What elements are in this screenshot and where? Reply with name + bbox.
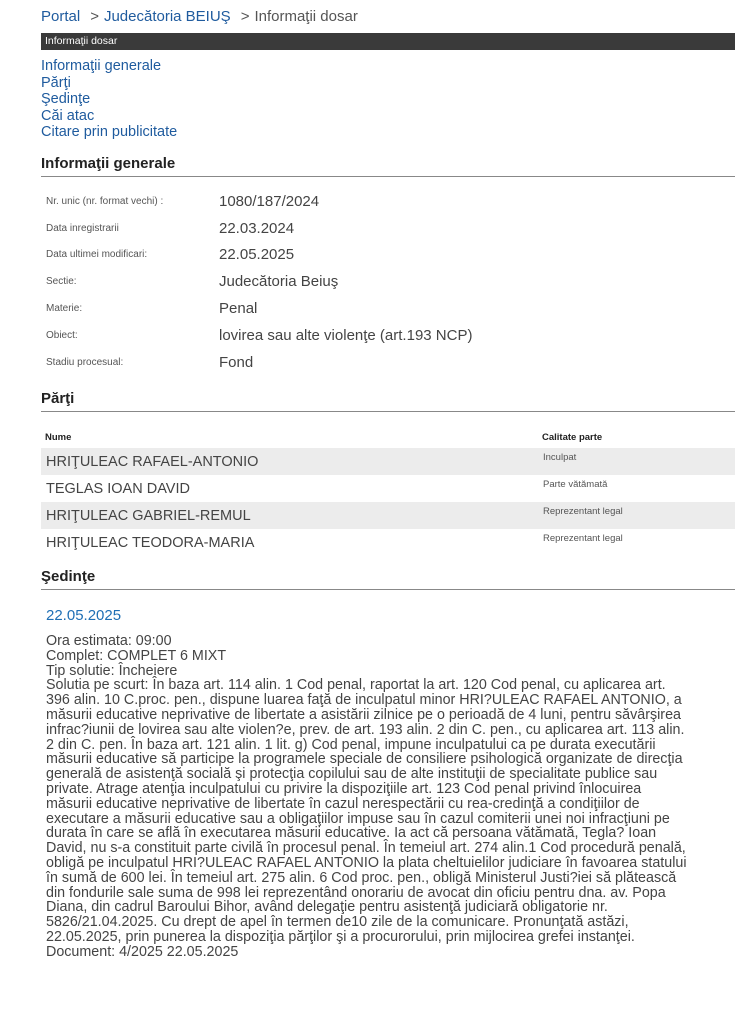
breadcrumb-portal-link[interactable]: Portal (41, 8, 81, 25)
info-value: 1080/187/2024 (219, 193, 320, 210)
hearing-date: 22.05.2025 (46, 607, 122, 624)
section-nav (41, 58, 177, 141)
info-label: Obiect: (46, 330, 78, 341)
nav-link-parti[interactable]: Părţi (41, 74, 71, 91)
parti-table-header (41, 426, 735, 446)
hearing-line: infrac?iunii de lovirea sau alte violen?e, prev. de art. 193 alin. 2 din C. pen., cu aplicarea art. 113 alin. (46, 721, 685, 738)
info-value: Judecătoria Beiuş (219, 273, 339, 290)
hearing-line: măsurii educative neprivative de libertate în cazul nerespectării cu rea-credinţă a condiţiilor de (46, 795, 640, 812)
party-role: Inculpat (543, 452, 577, 463)
nav-link-sedinte[interactable]: Şedinţe (41, 91, 91, 107)
page-titlebar: Informaţii dosar (41, 33, 735, 50)
hearing-line: Complet: COMPLET 6 MIXT (46, 647, 227, 664)
parti-heading: Părţi (41, 390, 735, 412)
hearing-line: generală de asistenţă socială şi protecţia copilului sau de alte instituţii de specialitate publice sau (46, 766, 658, 783)
hearing-line: Diana, din cadrul Baroului Bihor, având delegaţie pentru asistenţă judiciară obligatorie nr. (46, 899, 608, 916)
hearing-line: 22.05.2025, prin punerea la dispoziţia părţilor şi a procurorului, prin mijlocirea grefei instanţei. (46, 928, 635, 945)
info-label: Nr. unic (nr. format vechi) : (46, 196, 164, 207)
party-role: Reprezentant legal (543, 506, 623, 517)
breadcrumb (41, 8, 358, 25)
party-role: Parte vătămată (543, 479, 608, 490)
nav-link-cai-atac[interactable]: Căi atac (41, 107, 95, 124)
hearing-line: private. Atrage atenţia inculpatului cu privire la dispoziţiile art. 123 Cod penal privind înlocuirea (46, 780, 642, 797)
breadcrumb-separator: > (90, 8, 99, 25)
breadcrumb-court-link[interactable]: Judecătoria BEIUŞ (103, 8, 231, 25)
info-value: Penal (219, 300, 258, 317)
table-row (41, 475, 735, 502)
hearing-line: 2 din C. pen. În baza art. 121 alin. 1 lit. g) Cod penal, impune inculpatului ca pe durata executării (46, 736, 656, 753)
party-role: Reprezentant legal (543, 533, 623, 544)
nav-link-citare-publicitate[interactable]: Citare prin publicitate (41, 124, 178, 140)
party-name: TEGLAS IOAN DAVID (46, 481, 190, 497)
table-row (41, 529, 735, 556)
hearing-line: din fondurile sale suma de 998 lei reprezentând onorariu de avocat din oficiu pentru dna. av. Popa (46, 884, 666, 901)
column-header-calitate: Calitate parte (542, 432, 603, 443)
party-name: HRIŢULEAC RAFAEL-ANTONIO (46, 454, 259, 470)
info-value: Fond (219, 354, 254, 371)
breadcrumb-separator: > (240, 8, 250, 25)
breadcrumb-current: Informaţii dosar (254, 8, 358, 25)
hearing-line: executare a măsurii educative sau a obligaţiilor impuse sau în cazul comiterii unei noi infracţiuni pe (46, 810, 670, 827)
info-label: Sectie: (46, 276, 77, 287)
info-value: lovirea sau alte violenţe (art.193 NCP) (219, 327, 473, 344)
hearing-line: măsurii educative neprivative de libertate a asistării zilnice pe o perioadă de 4 luni, pentru săvârşirea (46, 706, 681, 723)
hearing-line: în sumă de 600 lei. În temeiul art. 275 alin. 6 Cod proc. pen., obligă Ministerul Justi?iei să plătească (46, 869, 677, 886)
hearing-line: Solutia pe scurt: În baza art. 114 alin. 1 Cod penal, raportat la art. 120 Cod penal, cu aplicarea art. (46, 677, 666, 694)
nav-link-informatii-generale[interactable]: Informaţii generale (41, 58, 162, 74)
hearing-line: obligă pe inculpatul HRI?ULEAC RAFAEL ANTONIO la plata cheltuielilor judiciare în favoarea statului (46, 854, 687, 871)
hearing-line: măsurii educative să participe la programele speciale de consiliere psihologică organizate de direcţia (46, 751, 683, 768)
document-line: Document: 4/2025 22.05.2025 (46, 943, 239, 960)
info-value: 22.03.2024 (219, 220, 295, 237)
info-label: Data ultimei modificari: (46, 249, 148, 260)
hearing-line: Tip solutie: Încheiere (46, 662, 178, 679)
info-label: Materie: (46, 303, 83, 314)
party-name: HRIŢULEAC TEODORA-MARIA (46, 535, 255, 551)
column-header-nume: Nume (45, 432, 72, 443)
general-info-heading: Informaţii generale (41, 155, 735, 177)
hearing-line: David, nu s-a constituit parte civilă în procesul penal. În temeiul art. 274 alin.1 Cod procedură penală, (46, 840, 686, 857)
table-row (41, 502, 735, 529)
info-label: Data inregistrarii (46, 223, 119, 234)
hearing-line: Ora estimata: 09:00 (46, 633, 172, 649)
info-label: Stadiu procesual: (46, 357, 124, 368)
sedinte-heading: Şedinţe (41, 568, 735, 590)
table-row (41, 448, 735, 475)
hearing-details (46, 634, 736, 960)
hearing-line: 396 alin. 10 C.proc. pen., dispune luarea faţă de inculpatul minor HRI?ULEAC RAFAEL ANTONIO, a (46, 692, 682, 709)
party-name: HRIŢULEAC GABRIEL-REMUL (46, 508, 251, 524)
hearing-line: durata în care se află în executarea măsurii educative. Ia act că persoana vătămată, Tegla? Ioan (46, 825, 657, 842)
hearing-line: 5826/21.04.2025. Cu drept de apel în termen de10 zile de la comunicare. Pronunţată astăzi, (46, 914, 629, 931)
info-value: 22.05.2025 (219, 246, 295, 263)
